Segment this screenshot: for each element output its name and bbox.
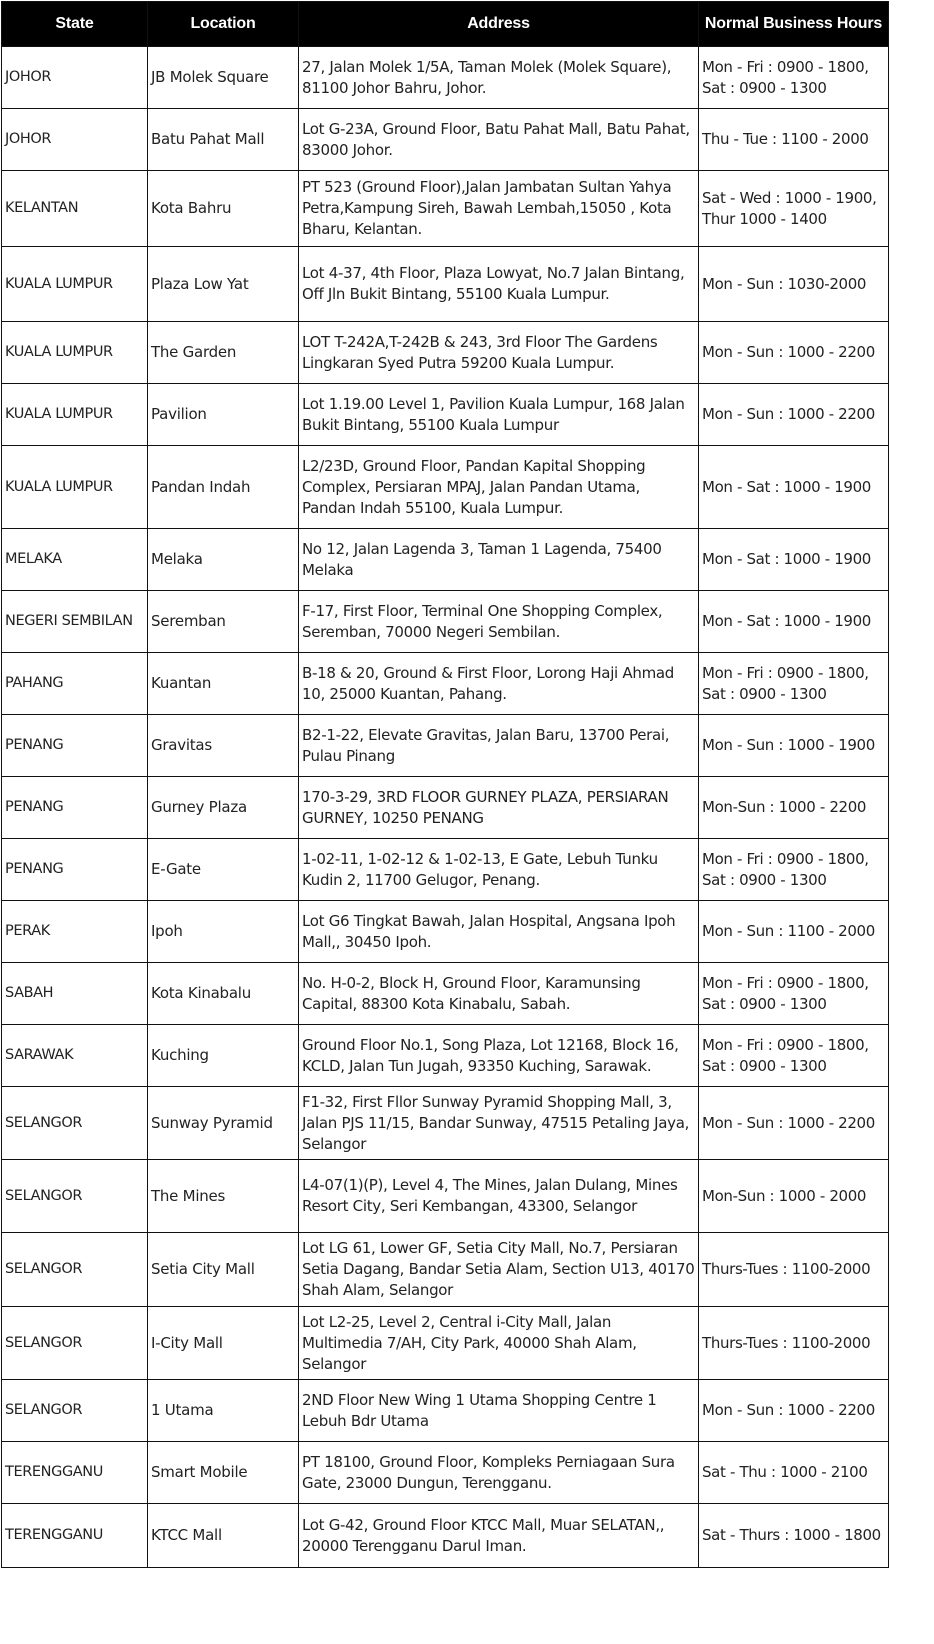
hours-cell: Mon - Fri : 0900 - 1800, Sat : 0900 - 1300 [699, 963, 889, 1025]
location-cell: Kuching [148, 1025, 299, 1087]
location-cell: Kuantan [148, 653, 299, 715]
hours-cell: Mon-Sun : 1000 - 2200 [699, 777, 889, 839]
state-cell: SELANGOR [2, 1380, 148, 1442]
address-cell: 170-3-29, 3RD FLOOR GURNEY PLAZA, PERSIARAN GURNEY, 10250 PENANG [299, 777, 699, 839]
state-cell: PERAK [2, 901, 148, 963]
address-cell: 27, Jalan Molek 1/5A, Taman Molek (Molek Square), 81100 Johor Bahru, Johor. [299, 47, 699, 109]
location-cell: Plaza Low Yat [148, 247, 299, 322]
table-row [2, 109, 889, 171]
location-cell: I-City Mall [148, 1307, 299, 1380]
header-address: Address [299, 2, 699, 47]
location-cell: E-Gate [148, 839, 299, 901]
address-cell: Lot 4-37, 4th Floor, Plaza Lowyat, No.7 Jalan Bintang, Off Jln Bukit Bintang, 55100 Kuala Lumpur. [299, 247, 699, 322]
address-cell: LOT T-242A,T-242B & 243, 3rd Floor The Gardens Lingkaran Syed Putra 59200 Kuala Lumpur. [299, 322, 699, 384]
hours-cell: Mon - Sat : 1000 - 1900 [699, 591, 889, 653]
hours-cell: Sat - Wed : 1000 - 1900, Thur 1000 - 1400 [699, 171, 889, 247]
address-cell: Lot G-23A, Ground Floor, Batu Pahat Mall, Batu Pahat, 83000 Johor. [299, 109, 699, 171]
state-cell: PENANG [2, 777, 148, 839]
hours-cell: Mon - Sun : 1000 - 1900 [699, 715, 889, 777]
table-row [2, 1442, 889, 1504]
location-cell: KTCC Mall [148, 1504, 299, 1568]
table-row [2, 1504, 889, 1568]
address-cell: B2-1-22, Elevate Gravitas, Jalan Baru, 13700 Perai, Pulau Pinang [299, 715, 699, 777]
address-cell: Lot LG 61, Lower GF, Setia City Mall, No.7, Persiaran Setia Dagang, Bandar Setia Alam, Section U13, 40170 Shah Alam, Selangor [299, 1233, 699, 1307]
location-cell: Sunway Pyramid [148, 1087, 299, 1160]
state-cell: NEGERI SEMBILAN [2, 591, 148, 653]
hours-cell: Thurs-Tues : 1100-2000 [699, 1307, 889, 1380]
table-row [2, 839, 889, 901]
state-cell: KUALA LUMPUR [2, 384, 148, 446]
address-cell: 1-02-11, 1-02-12 & 1-02-13, E Gate, Lebuh Tunku Kudin 2, 11700 Gelugor, Penang. [299, 839, 699, 901]
header-state: State [2, 2, 148, 47]
hours-cell: Thurs-Tues : 1100-2000 [699, 1233, 889, 1307]
hours-cell: Mon - Sat : 1000 - 1900 [699, 446, 889, 529]
location-cell: The Garden [148, 322, 299, 384]
table-row [2, 1160, 889, 1233]
location-cell: Gravitas [148, 715, 299, 777]
hours-cell: Mon - Fri : 0900 - 1800, Sat : 0900 - 1300 [699, 653, 889, 715]
header-business-hours: Normal Business Hours [699, 2, 889, 47]
state-cell: JOHOR [2, 47, 148, 109]
location-cell: Batu Pahat Mall [148, 109, 299, 171]
hours-cell: Mon - Fri : 0900 - 1800, Sat : 0900 - 1300 [699, 839, 889, 901]
header-row [2, 2, 889, 47]
location-cell: The Mines [148, 1160, 299, 1233]
hours-cell: Mon - Sun : 1000 - 2200 [699, 1380, 889, 1442]
table-row [2, 963, 889, 1025]
address-cell: L4-07(1)(P), Level 4, The Mines, Jalan Dulang, Mines Resort City, Seri Kembangan, 43300, Selangor [299, 1160, 699, 1233]
table-row [2, 247, 889, 322]
state-cell: TERENGGANU [2, 1442, 148, 1504]
state-cell: KUALA LUMPUR [2, 322, 148, 384]
table-row [2, 1233, 889, 1307]
address-cell: F-17, First Floor, Terminal One Shopping Complex, Seremban, 70000 Negeri Sembilan. [299, 591, 699, 653]
state-cell: KELANTAN [2, 171, 148, 247]
state-cell: PENANG [2, 839, 148, 901]
address-cell: Lot 1.19.00 Level 1, Pavilion Kuala Lumpur, 168 Jalan Bukit Bintang, 55100 Kuala Lumpur [299, 384, 699, 446]
location-cell: 1 Utama [148, 1380, 299, 1442]
location-cell: Smart Mobile [148, 1442, 299, 1504]
hours-cell: Mon - Sun : 1000 - 2200 [699, 1087, 889, 1160]
state-cell: TERENGGANU [2, 1504, 148, 1568]
store-locations-table [1, 1, 889, 1568]
address-cell: PT 18100, Ground Floor, Kompleks Perniagaan Sura Gate, 23000 Dungun, Terengganu. [299, 1442, 699, 1504]
table-row [2, 171, 889, 247]
address-cell: Lot G-42, Ground Floor KTCC Mall, Muar SELATAN,, 20000 Terengganu Darul Iman. [299, 1504, 699, 1568]
hours-cell: Mon - Sat : 1000 - 1900 [699, 529, 889, 591]
address-cell: No 12, Jalan Lagenda 3, Taman 1 Lagenda, 75400 Melaka [299, 529, 699, 591]
state-cell: KUALA LUMPUR [2, 446, 148, 529]
hours-cell: Mon - Sun : 1100 - 2000 [699, 901, 889, 963]
table-row [2, 529, 889, 591]
table-row [2, 384, 889, 446]
table-row [2, 1307, 889, 1380]
location-cell: Pandan Indah [148, 446, 299, 529]
state-cell: SELANGOR [2, 1307, 148, 1380]
table-row [2, 47, 889, 109]
state-cell: KUALA LUMPUR [2, 247, 148, 322]
state-cell: JOHOR [2, 109, 148, 171]
location-cell: Seremban [148, 591, 299, 653]
hours-cell: Mon - Fri : 0900 - 1800, Sat : 0900 - 1300 [699, 1025, 889, 1087]
table-row [2, 1087, 889, 1160]
address-cell: Ground Floor No.1, Song Plaza, Lot 12168, Block 16, KCLD, Jalan Tun Jugah, 93350 Kuching, Sarawak. [299, 1025, 699, 1087]
table-row [2, 715, 889, 777]
location-cell: Gurney Plaza [148, 777, 299, 839]
state-cell: SABAH [2, 963, 148, 1025]
header-location: Location [148, 2, 299, 47]
hours-cell: Thu - Tue : 1100 - 2000 [699, 109, 889, 171]
state-cell: SELANGOR [2, 1087, 148, 1160]
state-cell: SELANGOR [2, 1160, 148, 1233]
state-cell: SELANGOR [2, 1233, 148, 1307]
table-row [2, 1025, 889, 1087]
table-row [2, 322, 889, 384]
hours-cell: Mon - Sun : 1000 - 2200 [699, 322, 889, 384]
address-cell: No. H-0-2, Block H, Ground Floor, Karamunsing Capital, 88300 Kota Kinabalu, Sabah. [299, 963, 699, 1025]
table-row [2, 777, 889, 839]
address-cell: PT 523 (Ground Floor),Jalan Jambatan Sultan Yahya Petra,Kampung Sireh, Bawah Lembah,15050 , Kota Bharu, Kelantan. [299, 171, 699, 247]
location-cell: Kota Kinabalu [148, 963, 299, 1025]
state-cell: PAHANG [2, 653, 148, 715]
hours-cell: Mon-Sun : 1000 - 2000 [699, 1160, 889, 1233]
address-cell: Lot L2-25, Level 2, Central i-City Mall, Jalan Multimedia 7/AH, City Park, 40000 Shah Alam, Selangor [299, 1307, 699, 1380]
hours-cell: Sat - Thurs : 1000 - 1800 [699, 1504, 889, 1568]
hours-cell: Mon - Sun : 1000 - 2200 [699, 384, 889, 446]
location-cell: Kota Bahru [148, 171, 299, 247]
address-cell: F1-32, First Fllor Sunway Pyramid Shopping Mall, 3, Jalan PJS 11/15, Bandar Sunway, 47515 Petaling Jaya, Selangor [299, 1087, 699, 1160]
table-row [2, 446, 889, 529]
location-cell: Melaka [148, 529, 299, 591]
address-cell: Lot G6 Tingkat Bawah, Jalan Hospital, Angsana Ipoh Mall,, 30450 Ipoh. [299, 901, 699, 963]
address-cell: B-18 & 20, Ground & First Floor, Lorong Haji Ahmad 10, 25000 Kuantan, Pahang. [299, 653, 699, 715]
hours-cell: Mon - Sun : 1030-2000 [699, 247, 889, 322]
hours-cell: Sat - Thu : 1000 - 2100 [699, 1442, 889, 1504]
table-row [2, 653, 889, 715]
hours-cell: Mon - Fri : 0900 - 1800, Sat : 0900 - 1300 [699, 47, 889, 109]
location-cell: Setia City Mall [148, 1233, 299, 1307]
state-cell: MELAKA [2, 529, 148, 591]
table-row [2, 901, 889, 963]
table-row [2, 1380, 889, 1442]
table-body [2, 47, 889, 1568]
location-cell: Ipoh [148, 901, 299, 963]
address-cell: L2/23D, Ground Floor, Pandan Kapital Shopping Complex, Persiaran MPAJ, Jalan Pandan Utama, Pandan Indah 55100, Kuala Lumpur. [299, 446, 699, 529]
location-cell: Pavilion [148, 384, 299, 446]
state-cell: SARAWAK [2, 1025, 148, 1087]
table-row [2, 591, 889, 653]
table-header [2, 2, 889, 47]
location-cell: JB Molek Square [148, 47, 299, 109]
address-cell: 2ND Floor New Wing 1 Utama Shopping Centre 1 Lebuh Bdr Utama [299, 1380, 699, 1442]
state-cell: PENANG [2, 715, 148, 777]
